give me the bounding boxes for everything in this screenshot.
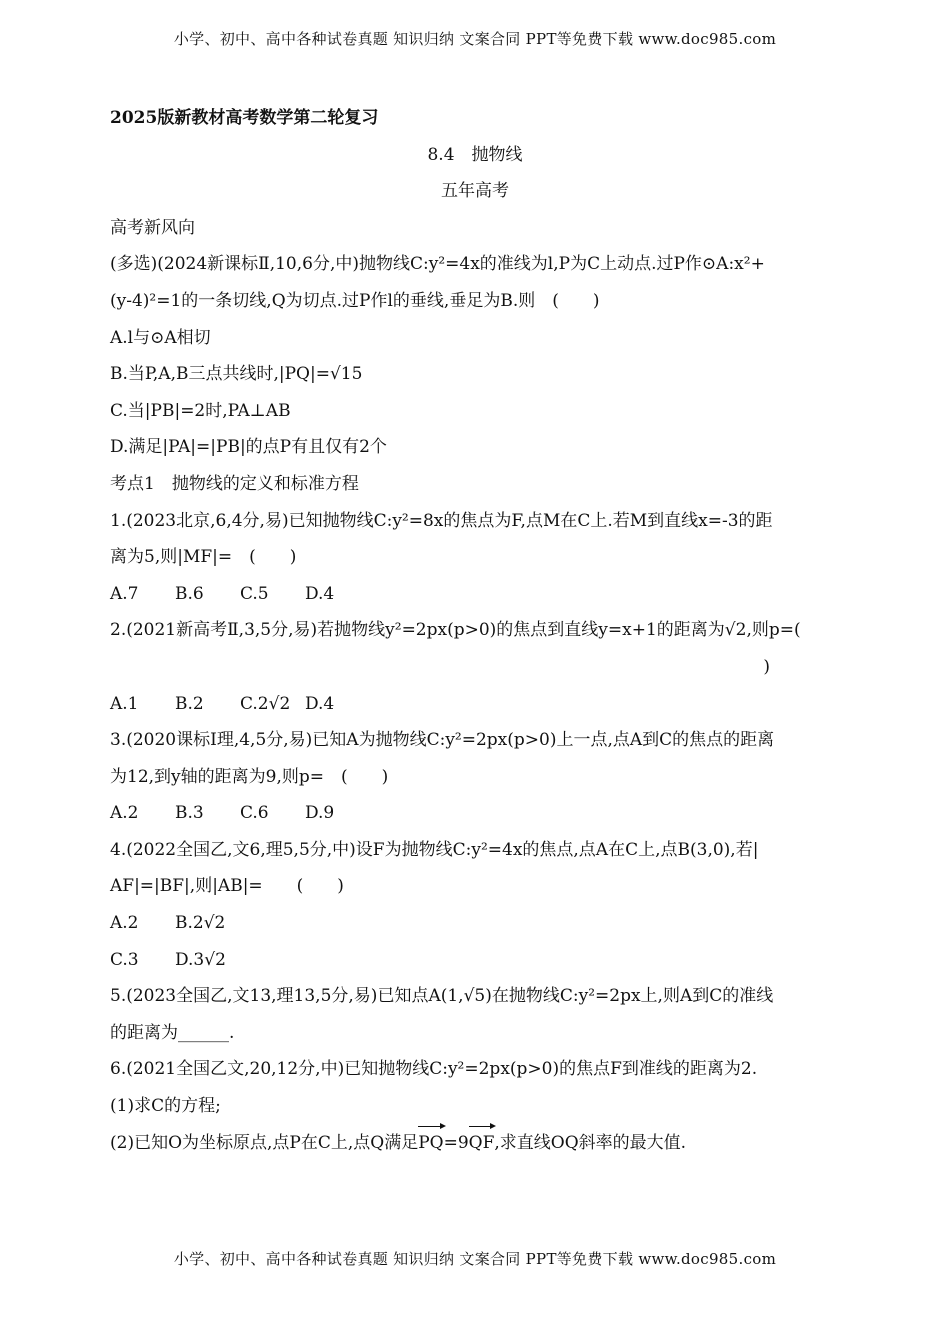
question-text-line: 5.(2023全国乙,文13,理13,5分,易)已知点A(1,√5)在抛物线C:y²=2px上,则A到C的准线 [110,986,774,1007]
new-direction-label: 高考新风向 [110,217,195,238]
vector-pq: PQ [418,1125,443,1162]
option-b: B.2 [175,693,204,714]
multi-choice-question [110,246,840,466]
question-text-line: (多选)(2024新课标Ⅱ,10,6分,中)抛物线C:y²=4x的准线为l,P为C上动点.过P作⊙A:x²+ [110,254,765,275]
option-a: A.2 [110,913,139,934]
option-a: A.7 [110,583,139,604]
question-text-line: 的距离为______. [110,1022,235,1043]
option-d: D.3√2 [175,949,226,970]
question-6 [110,1051,840,1161]
part-2-text: (2)已知O为坐标原点,点P在C上,点Q满足 [110,1132,419,1153]
question-text-line: AF|=|BF|,则|AB|= ( ) [110,876,344,897]
option-d: D.9 [305,803,335,824]
option-c: C.2√2 [240,693,291,714]
option-c: C.6 [240,803,269,824]
question-text-line: 2.(2021新高考Ⅱ,3,5分,易)若抛物线y²=2px(p>0)的焦点到直线y=x+1的距离为√2,则p=( [110,620,801,641]
topic-heading: 考点1 抛物线的定义和标准方程 [110,473,359,494]
document-title: 2025版新教材高考数学第二轮复习 [110,108,379,128]
question-text-line: 离为5,则|MF|= ( ) [110,547,297,568]
question-part-1: (1)求C的方程; [110,1096,221,1117]
question-part-2 [110,1125,840,1162]
question-text-line: (y-4)²=1的一条切线,Q为切点.过P作l的垂线,垂足为B.则 ( ) [110,290,600,311]
options-row [110,686,840,723]
question-2 [110,612,840,722]
page-header: 小学、初中、高中各种试卷真题 知识归纳 文案合同 PPT等免费下载 www.doc985.com [173,30,777,48]
page-footer: 小学、初中、高中各种试卷真题 知识归纳 文案合同 PPT等免费下载 www.doc985.com [173,1250,777,1268]
equals-text: =9 [443,1132,469,1153]
option-b: B.当P,A,B三点共线时,|PQ|=√15 [110,364,363,385]
option-a: A.l与⊙A相切 [110,327,211,348]
option-d: D.4 [305,693,335,714]
subsection-title: 五年高考 [441,181,509,202]
option-d: D.4 [305,583,335,604]
option-c: C.当|PB|=2时,PA⊥AB [110,400,291,421]
question-text-line: 4.(2022全国乙,文6,理5,5分,中)设F为抛物线C:y²=4x的焦点,点A在C上,点B(3,0),若| [110,839,759,860]
options-row [110,942,840,979]
part-2-text: ,求直线OQ斜率的最大值. [494,1132,687,1153]
vector-qf: QF [469,1125,495,1162]
option-b: B.3 [175,803,204,824]
options-row [110,795,840,832]
options-row [110,905,840,942]
question-3 [110,722,840,832]
option-a: A.1 [110,693,139,714]
section-title: 8.4 抛物线 [427,144,523,165]
question-text-line: 6.(2021全国乙文,20,12分,中)已知抛物线C:y²=2px(p>0)的焦点F到准线的距离为2. [110,1059,758,1080]
question-text-line: 为12,到y轴的距离为9,则p= ( ) [110,766,389,787]
question-4 [110,832,840,978]
option-a: A.2 [110,803,139,824]
option-b: B.6 [175,583,204,604]
options-row [110,576,840,613]
question-text-line: 1.(2023北京,6,4分,易)已知抛物线C:y²=8x的焦点为F,点M在C上.若M到直线x=-3的距 [110,510,773,531]
question-text-line: ) [763,656,770,677]
question-5 [110,978,840,1051]
option-d: D.满足|PA|=|PB|的点P有且仅有2个 [110,437,387,458]
document-body [110,100,840,1161]
option-c: C.5 [240,583,269,604]
option-c: C.3 [110,949,139,970]
question-text-line: 3.(2020课标Ⅰ理,4,5分,易)已知A为抛物线C:y²=2px(p>0)上一点,点A到C的焦点的距离 [110,730,775,751]
option-b: B.2√2 [175,913,226,934]
question-1 [110,503,840,613]
